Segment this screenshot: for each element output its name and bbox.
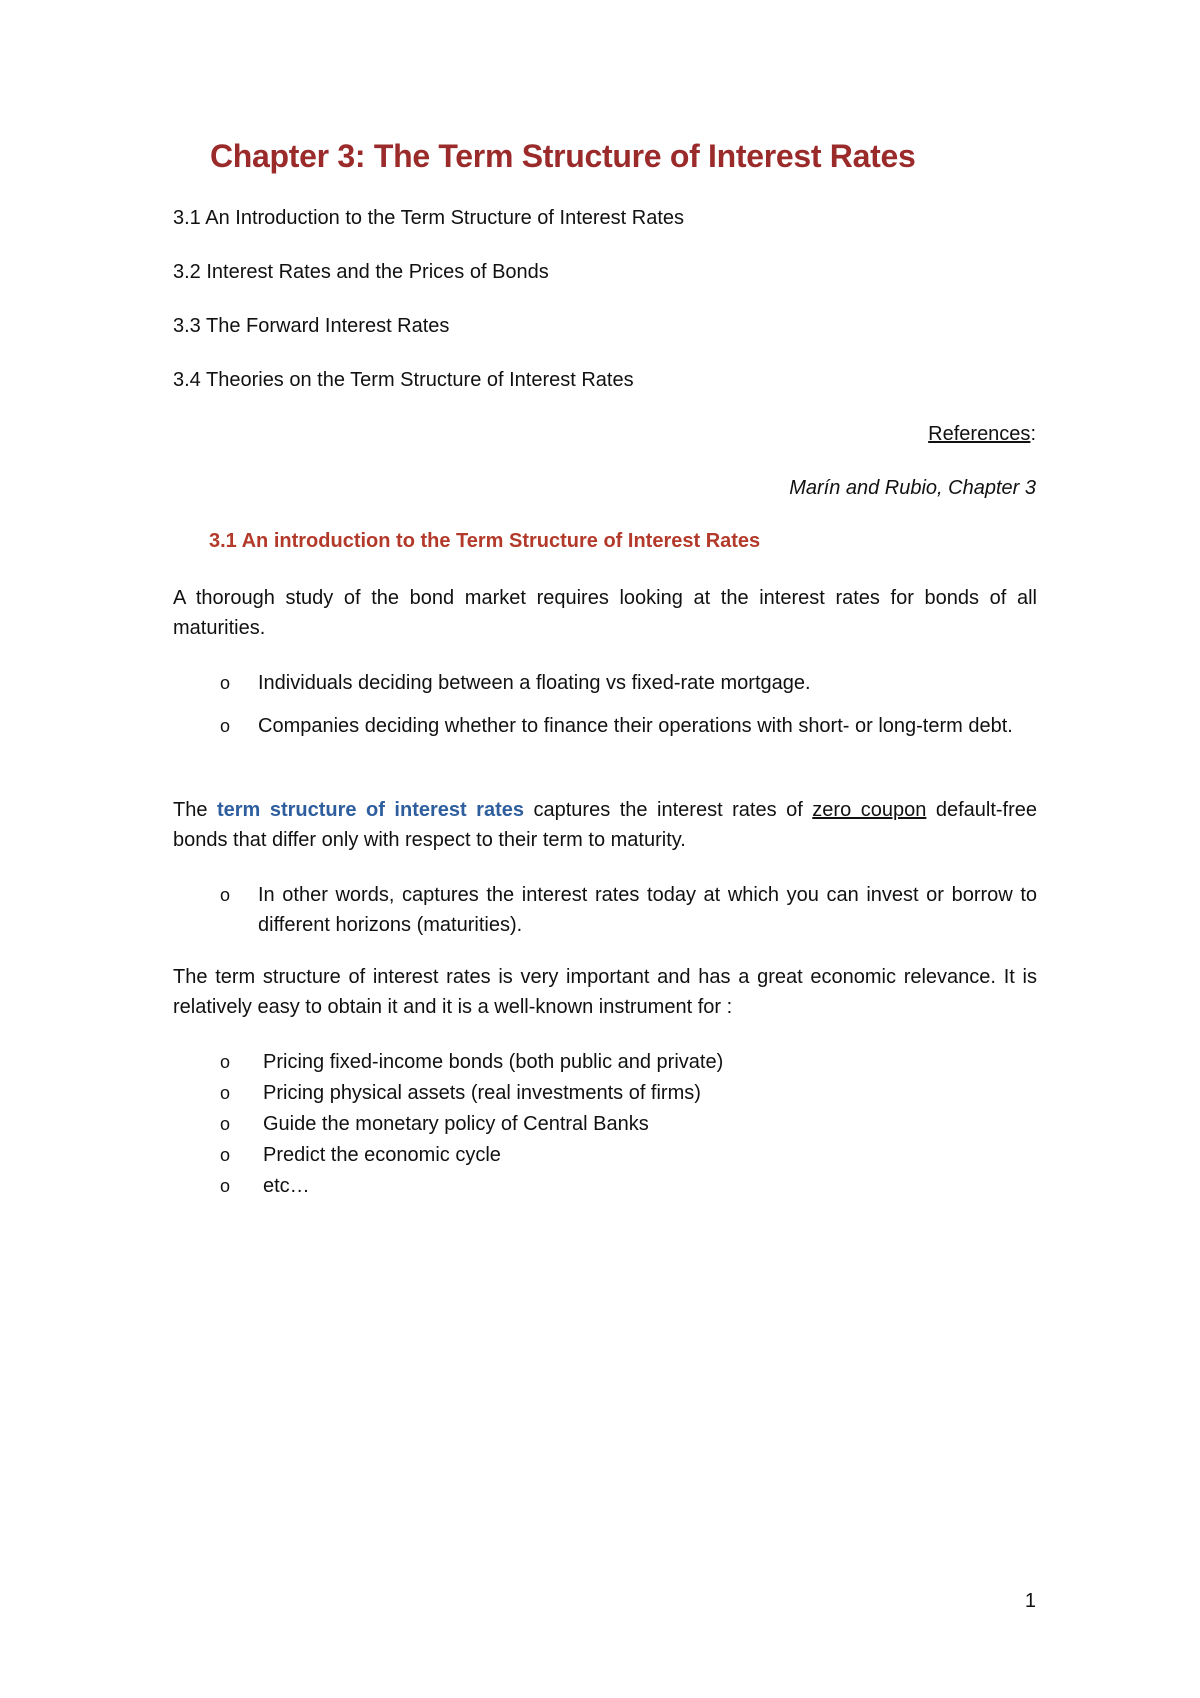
list-item-text: In other words, captures the interest rates today at which you can invest or borrow to different horizons (maturities). xyxy=(258,884,1037,936)
bullet-list-examples xyxy=(220,668,1037,754)
list-item xyxy=(220,668,1037,698)
list-item xyxy=(220,1078,1037,1109)
list-item xyxy=(220,1140,1037,1171)
list-item xyxy=(220,711,1037,741)
bullet-icon: o xyxy=(220,1176,231,1196)
list-item-text: Predict the economic cycle xyxy=(263,1144,501,1166)
bullet-icon: o xyxy=(220,1052,231,1072)
list-item-text: etc… xyxy=(263,1175,310,1197)
bullet-icon: o xyxy=(220,716,231,736)
references-label: References: xyxy=(928,423,1036,445)
bullet-list-other-words xyxy=(220,880,1037,940)
reference-source: Marín and Rubio, Chapter 3 xyxy=(789,477,1036,499)
list-item xyxy=(220,880,1037,940)
list-item-text: Guide the monetary policy of Central Banks xyxy=(263,1113,649,1135)
toc-item-3-3: 3.3 The Forward Interest Rates xyxy=(173,315,450,337)
chapter-title: Chapter 3: The Term Structure of Interest Rates xyxy=(210,138,916,174)
list-item-text: Individuals deciding between a floating vs fixed-rate mortgage. xyxy=(258,672,811,694)
bullet-list-uses xyxy=(220,1047,1037,1202)
section-heading: 3.1 An introduction to the Term Structure of Interest Rates xyxy=(209,530,761,552)
references-block xyxy=(789,420,1036,502)
importance-paragraph: The term structure of interest rates is very important and has a great economic relevance. It is relatively easy to obtain it and it is a well-known instrument for : xyxy=(173,966,1037,1018)
bullet-icon: o xyxy=(220,1145,231,1165)
list-item xyxy=(220,1171,1037,1202)
toc-item-3-2: 3.2 Interest Rates and the Prices of Bonds xyxy=(173,261,549,283)
term-highlight: term structure of interest rates xyxy=(216,799,524,821)
bullet-icon: o xyxy=(220,1114,231,1134)
page-number: 1 xyxy=(1024,1590,1036,1612)
list-item-text: Pricing physical assets (real investments of firms) xyxy=(263,1082,701,1104)
bullet-icon: o xyxy=(220,885,231,905)
list-item xyxy=(220,1047,1037,1078)
toc-item-3-4: 3.4 Theories on the Term Structure of Interest Rates xyxy=(173,369,634,391)
toc-item-3-1: 3.1 An Introduction to the Term Structure of Interest Rates xyxy=(173,207,685,229)
underlined-term: zero coupon xyxy=(812,799,927,821)
bullet-icon: o xyxy=(220,1083,231,1103)
table-of-contents xyxy=(173,204,684,420)
intro-paragraph: A thorough study of the bond market requires looking at the interest rates for bonds of all maturities. xyxy=(173,587,1037,639)
list-item xyxy=(220,1109,1037,1140)
list-item-text: Companies deciding whether to finance their operations with short- or long-term debt. xyxy=(258,715,1013,737)
bullet-icon: o xyxy=(220,673,231,693)
list-item-text: Pricing fixed-income bonds (both public and private) xyxy=(263,1051,724,1073)
definition-paragraph: The term structure of interest rates captures the interest rates of zero coupon default-free bonds that differ only with respect to their term to maturity. xyxy=(173,799,1038,851)
